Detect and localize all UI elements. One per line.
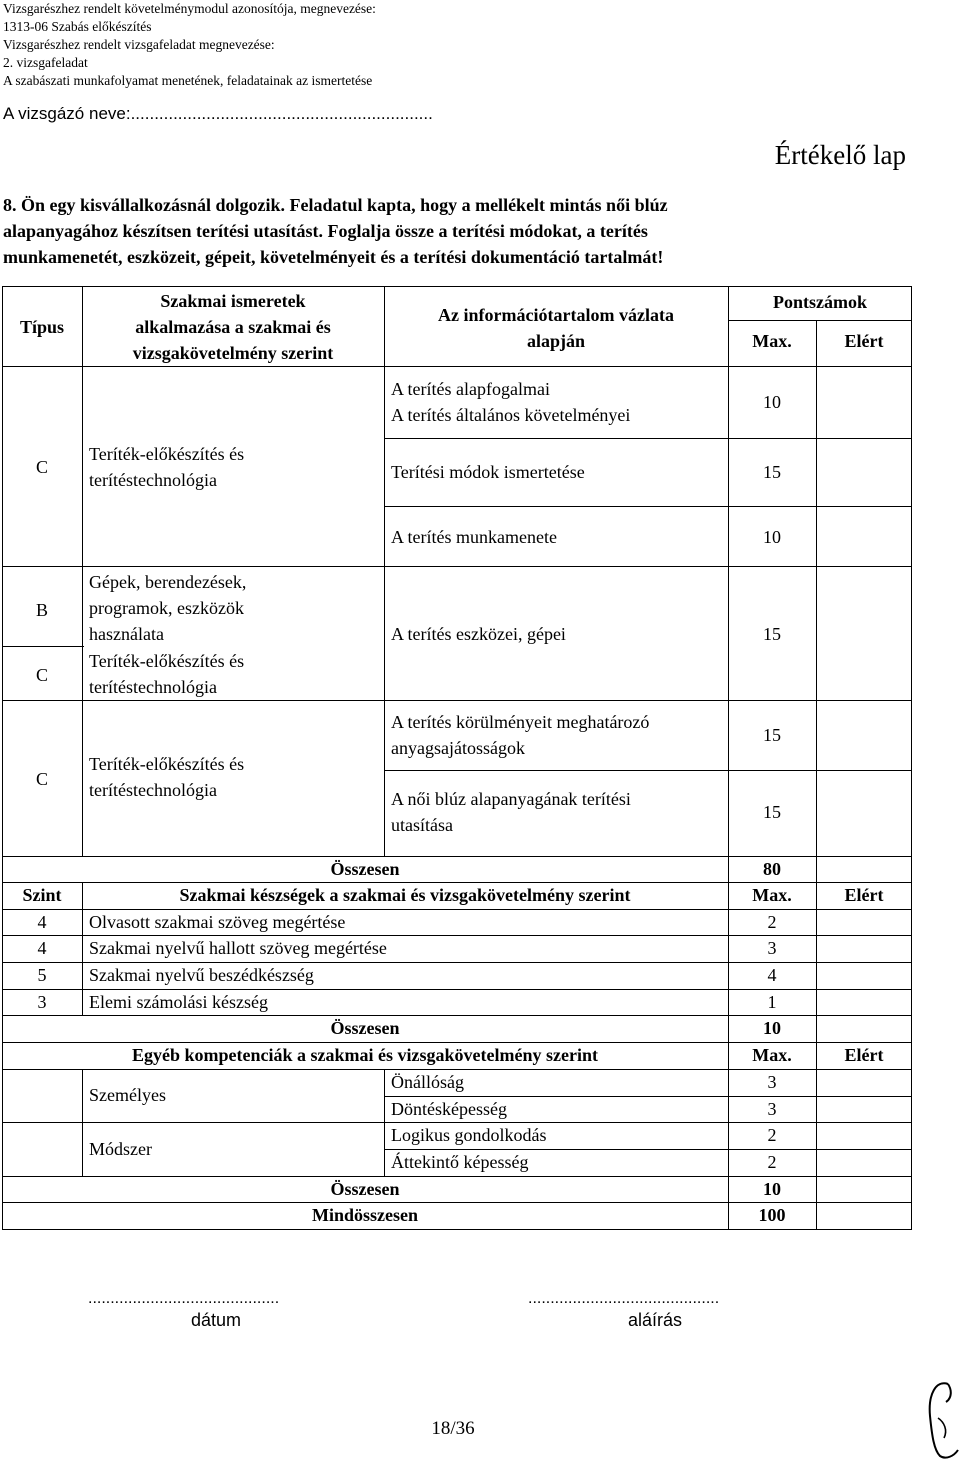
task-description xyxy=(3,192,905,270)
task-number: 2. vizsgafeladat xyxy=(3,55,88,70)
knowledge-cell: terítéstechnológia xyxy=(89,677,217,697)
col-header-knowledge-1: Szakmai ismeretek xyxy=(160,291,306,311)
grid-line xyxy=(728,320,912,321)
col-header-content-2: alapján xyxy=(526,331,586,351)
knowledge-cell: Gépek, berendezések, xyxy=(89,572,247,592)
knowledge-cell: használata xyxy=(89,624,164,644)
task-line: munkamenetét, eszközeit, gépeit, követelményeit és a terítési dokumentáció tartalmát! xyxy=(3,247,664,267)
col-header-other: Egyéb kompetenciák a szakmai és vizsgakövetelmény szerint xyxy=(132,1045,598,1065)
total-label: Összesen xyxy=(330,1179,400,1199)
max-cell: 1 xyxy=(767,992,777,1012)
grid-line xyxy=(2,646,84,647)
content-cell: utasítása xyxy=(391,815,453,835)
grid-line xyxy=(384,438,912,439)
signature-label: aláírás xyxy=(627,1310,683,1330)
task-line: 8. Ön egy kisvállalkozásnál dolgozik. Feladatul kapta, hogy a mellékelt mintás női blúz xyxy=(3,195,668,215)
grid-line xyxy=(384,770,912,771)
col-header-content-1: Az információtartalom vázlata xyxy=(438,305,674,325)
grand-total-value: 100 xyxy=(758,1205,786,1225)
type-cell: C xyxy=(35,665,48,685)
total-label: Összesen xyxy=(330,1018,400,1038)
grid-line xyxy=(2,1229,912,1230)
total-value: 10 xyxy=(763,1179,781,1199)
task-line: alapanyagához készítsen terítési utasítást. Foglalja össze a terítési módokat, a terítés xyxy=(3,221,648,241)
grid-line xyxy=(816,320,817,856)
col-header-achieved: Elért xyxy=(844,885,884,905)
max-cell: 3 xyxy=(767,1099,777,1119)
col-header-knowledge-3: vizsgakövetelmény szerint xyxy=(132,343,334,363)
skill-cell: Olvasott szakmai szöveg megértése xyxy=(89,912,346,932)
total-value: 10 xyxy=(763,1018,781,1038)
total-value: 80 xyxy=(763,859,781,879)
max-cell: 2 xyxy=(767,1152,777,1172)
content-cell: anyagsajátosságok xyxy=(391,738,525,758)
col-header-points: Pontszámok xyxy=(773,292,867,312)
grand-total-label: Mindösszesen xyxy=(311,1205,418,1225)
document-header xyxy=(3,0,376,90)
total-label: Összesen xyxy=(330,859,400,879)
max-cell: 4 xyxy=(767,965,777,985)
level-cell: 4 xyxy=(37,912,47,932)
col-header-type: Típus xyxy=(19,317,65,337)
col-header-max: Max. xyxy=(752,1045,792,1065)
skill-cell: Szakmai nyelvű hallott szöveg megértése xyxy=(89,938,387,958)
col-header-knowledge-2: alkalmazása a szakmai és xyxy=(135,317,331,337)
date-label: dátum xyxy=(190,1310,242,1330)
content-cell: Terítési módok ismertetése xyxy=(391,462,585,482)
grid-line xyxy=(2,700,912,701)
col-header-level: Szint xyxy=(22,885,62,905)
grid-line xyxy=(2,366,912,367)
task-name: A szabászati munkafolyamat menetének, feladatainak az ismertetése xyxy=(3,73,373,88)
max-cell: 2 xyxy=(767,912,777,932)
max-cell: 15 xyxy=(763,802,781,822)
level-cell: 4 xyxy=(37,938,47,958)
skill-cell: Szakmai nyelvű beszédkészség xyxy=(89,965,314,985)
module-id: 1313-06 Szabás előkészítés xyxy=(3,19,152,34)
content-cell: A terítés általános követelményei xyxy=(391,405,631,425)
type-cell: C xyxy=(35,769,48,789)
col-header-achieved: Elért xyxy=(844,1045,884,1065)
max-cell: 2 xyxy=(767,1125,777,1145)
competence-cell: Áttekintő képesség xyxy=(391,1152,529,1172)
col-header-max: Max. xyxy=(752,331,792,351)
task-label: Vizsgarészhez rendelt vizsgafeladat megnevezése: xyxy=(3,37,275,52)
content-cell: A terítés eszközei, gépei xyxy=(391,624,566,644)
competence-cell: Döntésképesség xyxy=(391,1099,507,1119)
content-cell: A női blúz alapanyagának terítési xyxy=(391,789,631,809)
signature-dots: ........................................... xyxy=(528,1290,720,1307)
content-cell: A terítés alapfogalmai xyxy=(391,379,550,399)
grid-line xyxy=(82,286,83,856)
max-cell: 15 xyxy=(763,624,781,644)
col-header-skills: Szakmai készségek a szakmai és vizsgakövetelmény szerint xyxy=(179,885,631,905)
skill-cell: Elemi számolási készség xyxy=(89,992,268,1012)
type-cell: C xyxy=(35,457,48,477)
competence-cell: Logikus gondolkodás xyxy=(391,1125,547,1145)
max-cell: 10 xyxy=(763,527,781,547)
col-header-max: Max. xyxy=(752,885,792,905)
max-cell: 10 xyxy=(763,392,781,412)
knowledge-cell: Teríték-előkészítés és xyxy=(89,444,245,464)
type-cell: B xyxy=(35,600,48,620)
candidate-name-field: A vizsgázó neve:................................................................ xyxy=(3,104,433,123)
knowledge-cell: Teríték-előkészítés és xyxy=(89,651,245,671)
competence-group: Személyes xyxy=(89,1085,166,1105)
knowledge-cell: terítéstechnológia xyxy=(89,780,217,800)
grid-line xyxy=(2,286,912,287)
page-number: 18/36 xyxy=(431,1418,475,1439)
col-header-achieved: Elért xyxy=(844,331,884,351)
level-cell: 5 xyxy=(37,965,47,985)
page-title: Értékelő lap xyxy=(774,140,906,170)
handwritten-mark-icon xyxy=(918,1376,960,1462)
grid-line xyxy=(384,506,912,507)
knowledge-cell: terítéstechnológia xyxy=(89,470,217,490)
max-cell: 15 xyxy=(763,725,781,745)
max-cell: 3 xyxy=(767,1072,777,1092)
module-label: Vizsgarészhez rendelt követelménymodul azonosítója, megnevezése: xyxy=(3,1,376,16)
knowledge-cell: Teríték-előkészítés és xyxy=(89,754,245,774)
level-cell: 3 xyxy=(37,992,47,1012)
content-cell: A terítés körülményeit meghatározó xyxy=(391,712,650,732)
date-dots: ........................................... xyxy=(88,1290,280,1307)
grid-line xyxy=(2,566,912,567)
competence-cell: Önállóság xyxy=(391,1072,464,1092)
content-cell: A terítés munkamenete xyxy=(391,527,557,547)
knowledge-cell: programok, eszközök xyxy=(89,598,244,618)
competence-group: Módszer xyxy=(89,1139,152,1159)
max-cell: 3 xyxy=(767,938,777,958)
max-cell: 15 xyxy=(763,462,781,482)
